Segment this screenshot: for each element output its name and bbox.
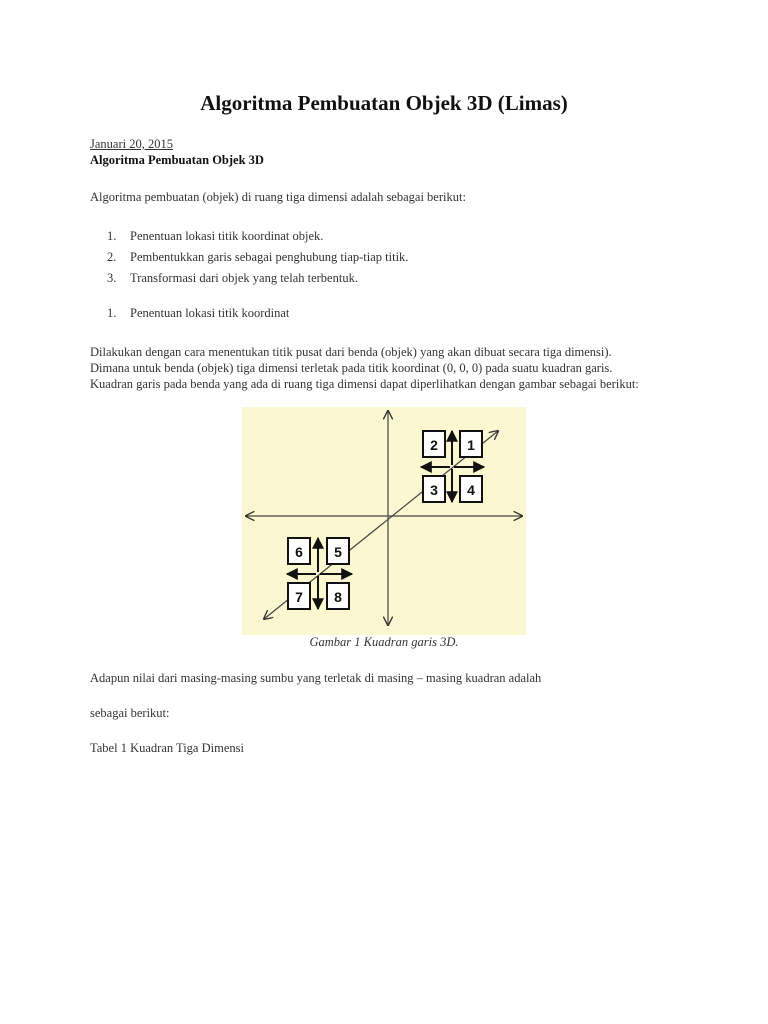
list-number: 3. — [107, 271, 117, 285]
steps-list — [90, 228, 408, 291]
lower-quadrant-group — [287, 538, 352, 609]
quadrant-3-box — [423, 476, 445, 502]
list-number: 2. — [107, 250, 117, 264]
list-number: 1. — [107, 229, 117, 243]
quadrant-1-box — [460, 431, 482, 457]
list-text: Penentuan lokasi titik koordinat objek. — [130, 229, 324, 243]
quadrant-7-box — [288, 583, 310, 609]
figure-caption: Gambar 1 Kuadran garis 3D. — [309, 635, 459, 649]
paragraph-c: sebagai berikut: — [90, 706, 170, 720]
quadrant-6-box — [288, 538, 310, 564]
page-title: Algoritma Pembuatan Objek 3D (Limas) — [200, 91, 568, 115]
list-text: Pembentukkan garis sebagai penghubung tiap-tiap titik. — [130, 250, 409, 264]
quadrant-label: 3 — [430, 482, 438, 498]
quadrant-label: 1 — [467, 437, 475, 453]
quadrant-label: 4 — [467, 482, 475, 498]
description-paragraph — [90, 344, 690, 392]
quadrant-2-box — [423, 431, 445, 457]
quadrant-diagram — [242, 407, 526, 635]
quadrant-label: 8 — [334, 589, 342, 605]
paragraph-line: Dilakukan dengan cara menentukan titik pusat dari benda (objek) yang akan dibuat secara tiga dimensi). — [90, 345, 612, 359]
quadrant-label: 5 — [334, 544, 342, 560]
paragraph-line: Kuadran garis pada benda yang ada di ruang tiga dimensi dapat diperlihatkan dengan gambar sebagai berikut: — [90, 377, 639, 391]
quadrant-4-box — [460, 476, 482, 502]
quadrant-figure — [242, 407, 526, 635]
paragraph-b: Adapun nilai dari masing-masing sumbu yang terletak di masing – masing kuadran adalah — [90, 671, 542, 685]
quadrant-label: 6 — [295, 544, 303, 560]
quadrant-label: 2 — [430, 437, 438, 453]
step-heading — [90, 306, 289, 321]
quadrant-8-box — [327, 583, 349, 609]
list-text: Transformasi dari objek yang telah terbentuk. — [130, 271, 358, 285]
list-text: Penentuan lokasi titik koordinat — [130, 306, 290, 320]
quadrant-5-box — [327, 538, 349, 564]
list-item — [90, 249, 408, 270]
post-date-link[interactable]: Januari 20, 2015 — [90, 137, 173, 151]
list-item — [90, 228, 408, 249]
table-caption: Tabel 1 Kuadran Tiga Dimensi — [90, 741, 244, 755]
quadrant-label: 7 — [295, 589, 303, 605]
list-number: 1. — [107, 306, 117, 320]
list-item — [90, 270, 408, 291]
paragraph-line: Dimana untuk benda (objek) tiga dimensi terletak pada titik koordinat (0, 0, 0) pada suatu kuadran garis. — [90, 361, 613, 375]
intro-paragraph: Algoritma pembuatan (objek) di ruang tiga dimensi adalah sebagai berikut: — [90, 190, 466, 204]
section-heading: Algoritma Pembuatan Objek 3D — [90, 153, 264, 167]
upper-quadrant-group — [421, 431, 484, 502]
